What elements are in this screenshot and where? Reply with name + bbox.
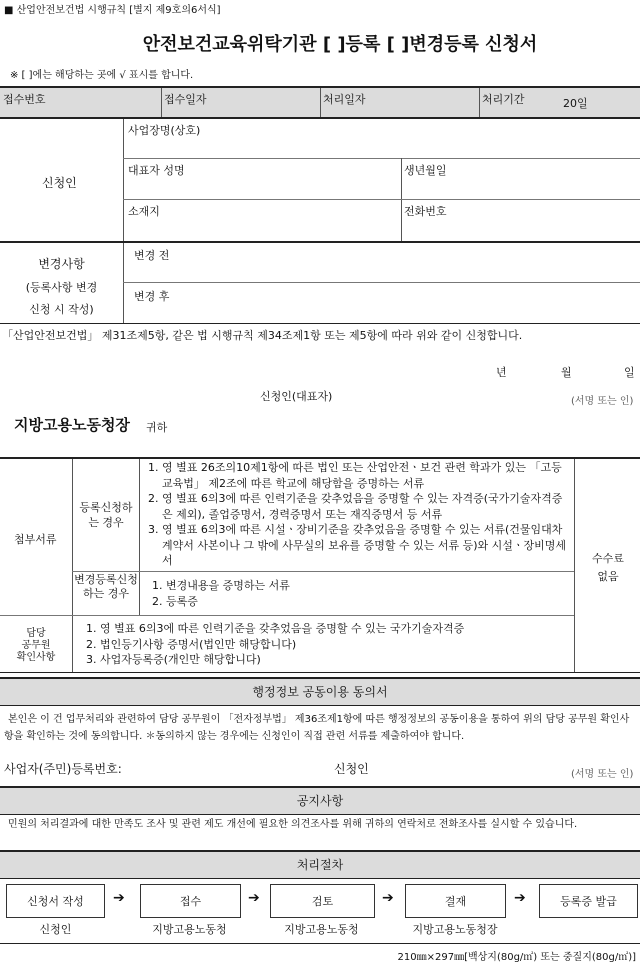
step-4-actor: 지방고용노동청장	[412, 923, 498, 936]
step-2-actor: 지방고용노동청	[152, 923, 227, 936]
official-col	[72, 616, 73, 672]
applicant-section-label: 신청인	[42, 176, 77, 190]
representative-label: 대표자 성명	[128, 164, 185, 177]
applicant-bottom-border	[0, 241, 640, 243]
receipt-date-label: 접수일자	[164, 93, 207, 106]
consent-header-border	[0, 705, 640, 706]
processing-period-label: 처리기간	[482, 93, 525, 106]
consent-applicant: 신청인	[334, 762, 369, 776]
receipt-divider-2	[320, 88, 321, 117]
form-title: 안전보건교육위탁기관 [ ]등록 [ ]변경등록 신청서	[142, 34, 538, 55]
recipient-suffix: 귀하	[146, 421, 168, 434]
declaration-sign: (서명 또는 인)	[571, 396, 634, 407]
fee-label: 수수료	[592, 552, 624, 565]
step-write-application	[6, 884, 105, 918]
date-month: 월	[561, 366, 572, 379]
paper-spec: 210㎜×297㎜[백상지(80g/㎡) 또는 중질지(80g/㎡)]	[397, 952, 636, 963]
consent-sign: (서명 또는 인)	[571, 769, 634, 780]
official-item-2: 2. 법인등기사항 증명서(법인만 해당합니다)	[86, 637, 297, 651]
change-items	[152, 578, 290, 610]
attachments-label: 첨부서류	[14, 533, 57, 546]
step-1-label: 신청서 작성	[27, 895, 84, 908]
step-approval	[405, 884, 506, 918]
step-review	[270, 884, 375, 918]
procedure-header-border	[0, 878, 640, 879]
arrow-icon: ➔	[248, 890, 260, 906]
receipt-number-label: 접수번호	[3, 93, 46, 106]
registration-number-label: 사업자(주민)등록번호:	[4, 762, 122, 776]
attach-col-1	[72, 459, 73, 615]
attach-col-2	[139, 459, 140, 615]
recipient-title: 지방고용노동청장	[14, 416, 130, 434]
notice-title: 공지사항	[296, 794, 344, 808]
arrow-icon: ➔	[514, 890, 526, 906]
fee-value: 없음	[597, 570, 619, 583]
change-item-1: 1. 변경내용을 증명하는 서류	[152, 579, 290, 592]
arrow-icon: ➔	[113, 890, 125, 906]
registration-items	[148, 460, 572, 569]
changes-bottom-border	[0, 323, 640, 324]
applicant-divider	[123, 119, 124, 241]
changes-hline	[123, 282, 640, 283]
changes-label-2: (등록사항 변경	[25, 281, 98, 294]
step-3-actor: 지방고용노동청	[284, 923, 359, 936]
receipt-divider-3	[479, 88, 480, 117]
consent-text: 본인은 이 건 업무처리와 관련하여 담당 공무원이 「전자정부법」 제36조제1항에 따른 행정정보의 공동이용을 통하여 위의 담당 공무원 확인사항을 확인하는 것에 동의합니다. ＊동의하지 않는 경우에는 신청인이 직접 관련 서류를 제출하여야 합니다.	[4, 714, 630, 742]
official-item-3: 3. 사업자등록증(개인만 해당합니다)	[86, 653, 261, 666]
business-name-label: 사업장명(상호)	[128, 124, 201, 137]
declaration-applicant: 신청인(대표자)	[260, 390, 333, 403]
official-label-1: 담당	[26, 628, 46, 639]
notice-header	[0, 788, 640, 814]
attachments-top-border	[0, 457, 640, 459]
checkbox-note: ※ [ ]에는 해당하는 곳에 √ 표시를 합니다.	[10, 70, 194, 81]
step-5-label: 등록증 발급	[560, 895, 617, 908]
registration-item-2: 2. 영 별표 6의3에 따른 인력기준을 갖추었음을 증명할 수 있는 자격증(국가기술자격증은 제외), 졸업증명서, 경력증명서 또는 재직증명서 등 서류	[148, 492, 563, 521]
attach-hline-1	[72, 571, 574, 572]
official-label-3: 확인사항	[16, 652, 56, 663]
date-day: 일	[624, 366, 635, 379]
declaration-text: 「산업안전보건법」 제31조제5항, 같은 법 시행규칙 제34조제1항 또는 제5항에 따라 위와 같이 신청합니다.	[2, 329, 523, 342]
consent-header	[0, 679, 640, 705]
before-change-label: 변경 전	[134, 249, 170, 262]
step-1-actor: 신청인	[39, 923, 72, 936]
birth-date-label: 생년월일	[404, 164, 447, 177]
official-label-2: 공무원	[21, 640, 51, 651]
consent-title: 행정정보 공동이용 동의서	[252, 685, 388, 699]
applicant-hline-1	[123, 158, 640, 159]
address-label: 소재지	[128, 205, 160, 218]
registration-item-1: 1. 영 별표 26조의10제1항에 따른 법인 또는 산업안전ㆍ보건 관련 학과가 있는 「고등교육법」 제2조에 따른 학교에 해당함을 증명하는 서류	[148, 461, 562, 490]
change-item-2: 2. 등록증	[152, 595, 198, 608]
attach-hline-2	[0, 615, 574, 616]
changes-divider	[123, 243, 124, 323]
notice-header-border	[0, 814, 640, 815]
procedure-header	[0, 852, 640, 878]
applicant-hline-2	[123, 199, 640, 200]
phone-label: 전화번호	[404, 205, 447, 218]
step-2-label: 접수	[179, 895, 202, 908]
changes-label-3: 신청 시 작성)	[29, 303, 94, 316]
arrow-icon: ➔	[382, 890, 394, 906]
step-receipt	[140, 884, 241, 918]
receipt-bottom-border	[0, 117, 640, 119]
procedure-title: 처리절차	[296, 858, 344, 872]
procedure-bottom-border	[0, 943, 640, 944]
date-year: 년	[496, 366, 507, 379]
step-issue-certificate	[539, 884, 638, 918]
changes-label-1: 변경사항	[38, 257, 85, 271]
registration-item-3: 3. 영 별표 6의3에 따른 시설ㆍ장비기준을 갖추었음을 증명할 수 있는 서류(건물임대차계약서 사본이나 그 밖에 사무실의 보유를 증명할 수 있는 서류 등)와 시설ㆍ장비명세서	[148, 523, 567, 567]
after-change-label: 변경 후	[134, 290, 170, 303]
processing-date-label: 처리일자	[323, 93, 366, 106]
receipt-divider-1	[161, 88, 162, 117]
form-reference: ■ 산업안전보건법 시행규칙 [별지 제9호의6서식]	[4, 5, 221, 16]
step-3-label: 검토	[311, 895, 334, 908]
official-items	[86, 621, 464, 668]
step-4-label: 결재	[444, 895, 467, 908]
processing-period-value: 20일	[563, 97, 588, 110]
change-case-label: 변경등록신청하는 경우	[74, 573, 138, 600]
notice-text: 민원의 처리결과에 대한 만족도 조사 및 관련 제도 개선에 필요한 의견조사를 위해 귀하의 연락처로 전화조사를 실시할 수 있습니다.	[8, 819, 578, 830]
attachments-bottom-border	[0, 672, 640, 673]
attach-col-3	[574, 459, 575, 672]
official-item-1: 1. 영 별표 6의3에 따른 인력기준을 갖추었음을 증명할 수 있는 국가기술자격증	[86, 622, 465, 635]
registration-case-label: 등록신청하는 경우	[79, 501, 133, 529]
